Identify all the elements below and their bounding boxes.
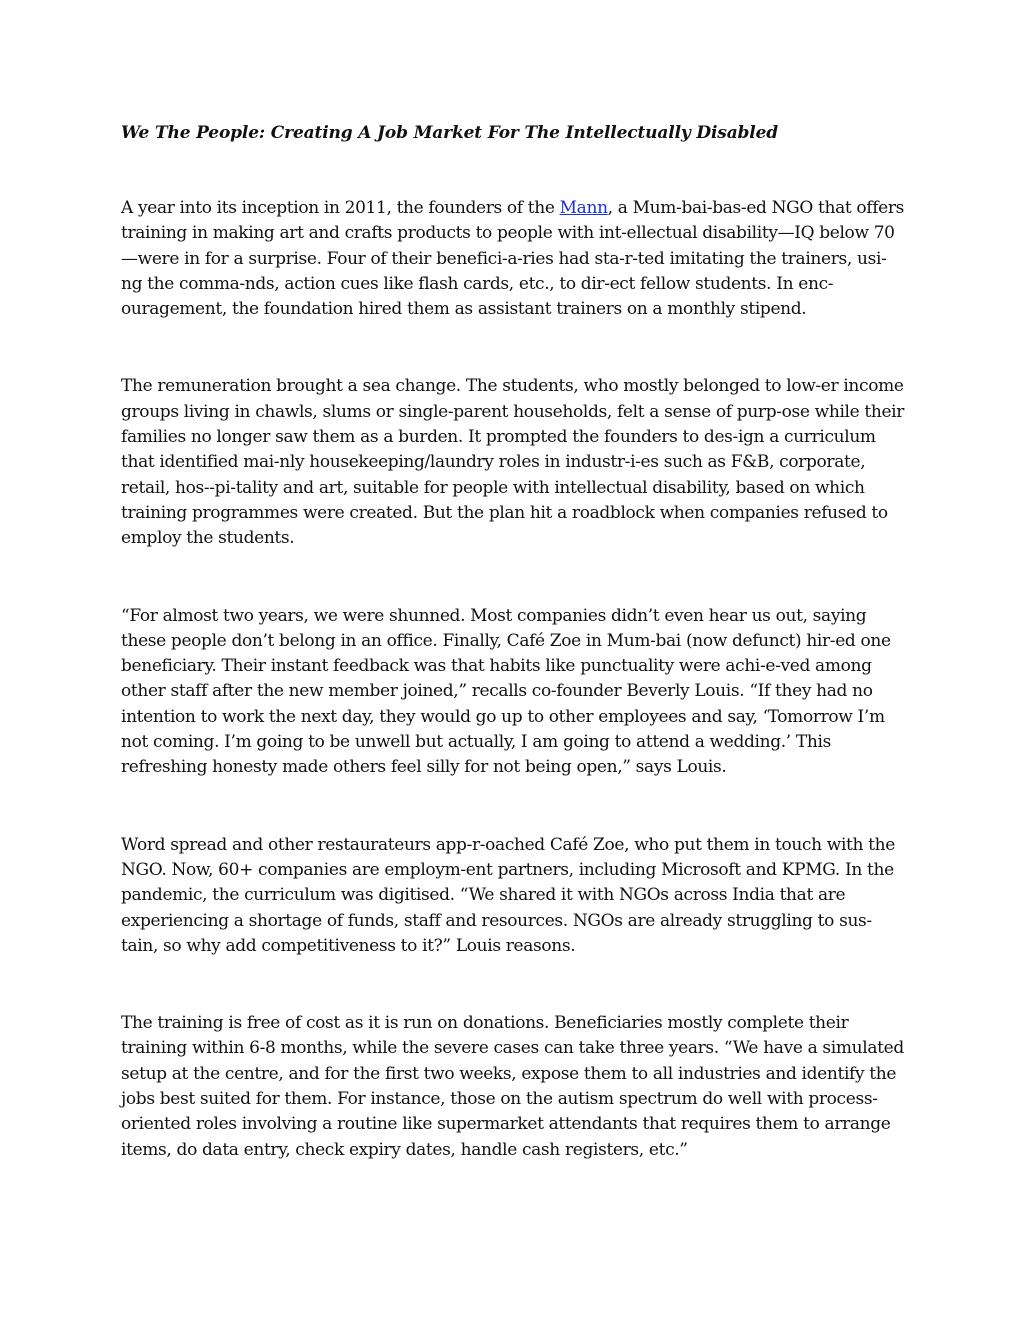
paragraph-1-text-before-link: A year into its inception in 2011, the founders of the <box>121 198 560 218</box>
paragraph-5: The training is free of cost as it is run on donations. Beneficiaries mostly complete their training within 6-8 months, while the severe cases can take three years. “We have a simulated setup at the centre, and for the first two weeks, expose them to all industries and identify the jobs best suited for them. For instance, those on the autism spectrum do well with process-oriented roles involving a routine like supermarket attendants that requires them to arrange items, do data entry, check expiry dates, handle cash registers, etc.” <box>121 1013 904 1160</box>
mann-link[interactable]: Mann <box>559 198 608 218</box>
paragraph-1-text-after-link: , a Mum-bai-bas-ed NGO that offers training in making art and crafts products to people with int-ellectual disability—IQ below 70—were in for a surprise. Four of their benefici-a-ries had sta-r-ted imitating the trainers, usi-ng the comma-nds, action cues like flash cards, etc., to dir-ect fellow students. In enc-ouragement, the foundation hired them as assistant trainers on a monthly stipend. <box>121 198 905 320</box>
article-title: We The People: Creating A Job Market For The Intellectually Disabled <box>121 123 779 143</box>
paragraph-2: The remuneration brought a sea change. The students, who mostly belonged to low-er income groups living in chawls, slums or single-parent households, felt a sense of purp-ose while their families no longer saw them as a burden. It prompted the founders to des-ign a curriculum that identified mai-nly housekeeping/laundry roles in industr-i-es such as F&B, corporate, retail, hos--pi-tality and art, suitable for people with intellectual disability, based on which training programmes were created. But the plan hit a roadblock when companies refused to employ the students. <box>121 376 905 549</box>
document-page <box>121 118 905 1163</box>
paragraph-4: Word spread and other restaurateurs app-r-oached Café Zoe, who put them in touch with the NGO. Now, 60+ companies are employm-ent partners, including Microsoft and KPMG. In the pandemic, the curriculum was digitised. “We shared it with NGOs across India that are experiencing a shortage of funds, staff and resources. NGOs are already struggling to sus-tain, so why add competitiveness to it?” Louis reasons. <box>121 834 895 956</box>
paragraph-3: “For almost two years, we were shunned. Most companies didn’t even hear us out, saying these people don’t belong in an office. Finally, Café Zoe in Mum-bai (now defunct) hir-ed one beneficiary. Their instant feedback was that habits like punctuality were achi-e-ved among other staff after the new member joined,” recalls co-founder Beverly Louis. “If they had no intention to work the next day, they would go up to other employees and say, ‘Tomorrow I’m not coming. I’m going to be unwell but actually, I am going to attend a wedding.’ This refreshing honesty made others feel silly for not being open,” says Louis. <box>121 605 891 778</box>
paragraph-1 <box>121 196 905 322</box>
